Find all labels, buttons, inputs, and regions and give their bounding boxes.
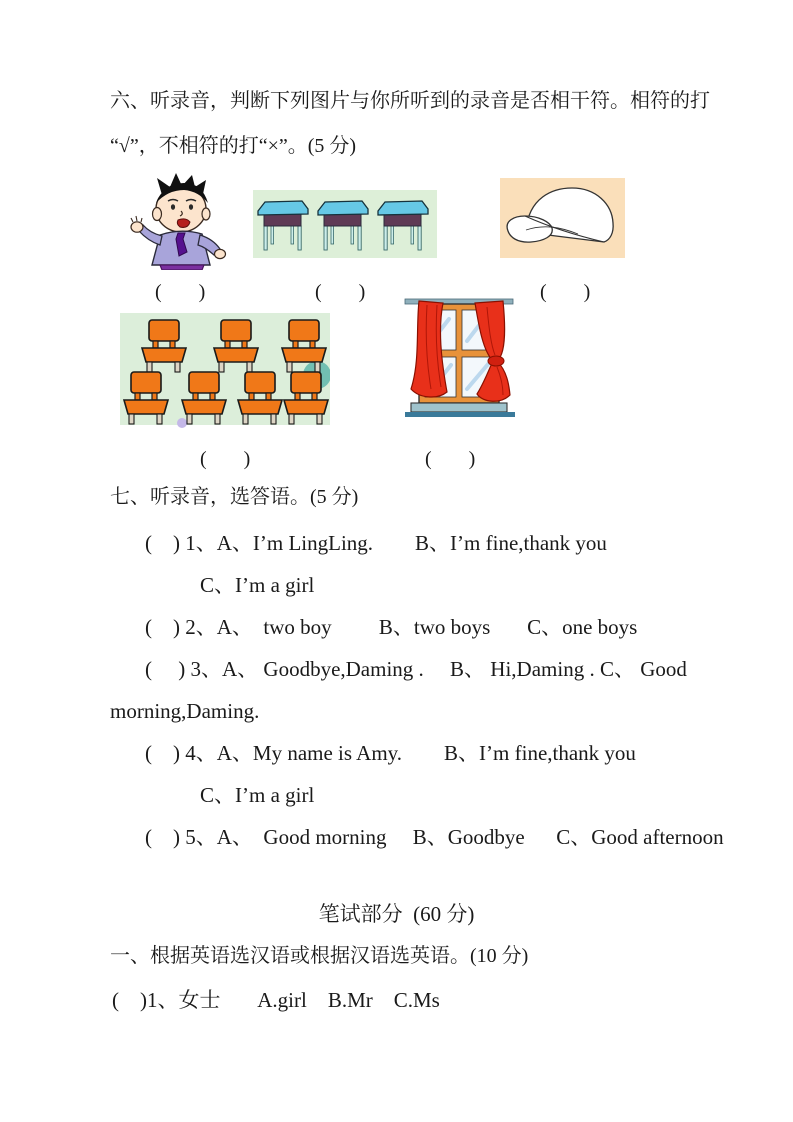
section7-heading: 七、听录音，选答语。(5 分)	[110, 486, 359, 508]
written-q1-line: ( )1、女士 A.girl B.Mr C.Ms	[112, 988, 440, 1012]
boy-waving-image	[128, 172, 242, 270]
window-curtains-icon	[397, 297, 521, 421]
three-desks-image	[253, 190, 437, 258]
answer-blank-1: ( )	[155, 281, 207, 303]
seven-chairs-icon	[120, 313, 330, 429]
s7-q1-line: ( ) 1、A、I’m LingLing. B、I’m fine,thank you	[145, 531, 607, 555]
s7-q2-line: ( ) 2、A、 two boy B、two boys C、one boys	[145, 615, 638, 639]
s7-q3-line: ( ) 3、A、 Goodbye,Daming . B、 Hi,Daming . C、 Good	[145, 657, 687, 681]
written-part-title: 笔试部分 (60 分)	[318, 902, 475, 926]
answer-blank-4: ( )	[200, 448, 252, 470]
white-cap-image	[500, 178, 625, 258]
boy-waving-icon	[128, 172, 242, 270]
s7-q4-option-c: C、I’m a girl	[200, 783, 315, 807]
written-section1-heading: 一、根据英语选汉语或根据汉语选英语。(10 分)	[110, 945, 529, 967]
answer-blank-2: ( )	[315, 281, 367, 303]
answer-blank-5: ( )	[425, 448, 477, 470]
s7-q5-line: ( ) 5、A、 Good morning B、Goodbye C、Good afternoon	[145, 825, 724, 849]
s7-q1-option-c: C、I’m a girl	[200, 573, 315, 597]
s7-q4-line: ( ) 4、A、My name is Amy. B、I’m fine,thank you	[145, 741, 636, 765]
section6-heading-line1: 六、听录音，判断下列图片与你所听到的录音是否相干符。相符的打	[110, 90, 710, 112]
white-cap-icon	[500, 178, 625, 258]
seven-chairs-image	[120, 313, 330, 429]
window-curtains-image	[397, 297, 521, 421]
three-desks-icon	[253, 190, 437, 258]
answer-blank-3: ( )	[540, 281, 592, 303]
s7-q3-continuation: morning,Daming.	[110, 699, 260, 723]
section6-heading-line2: “√”，不相符的打“×”。(5 分)	[110, 135, 357, 157]
